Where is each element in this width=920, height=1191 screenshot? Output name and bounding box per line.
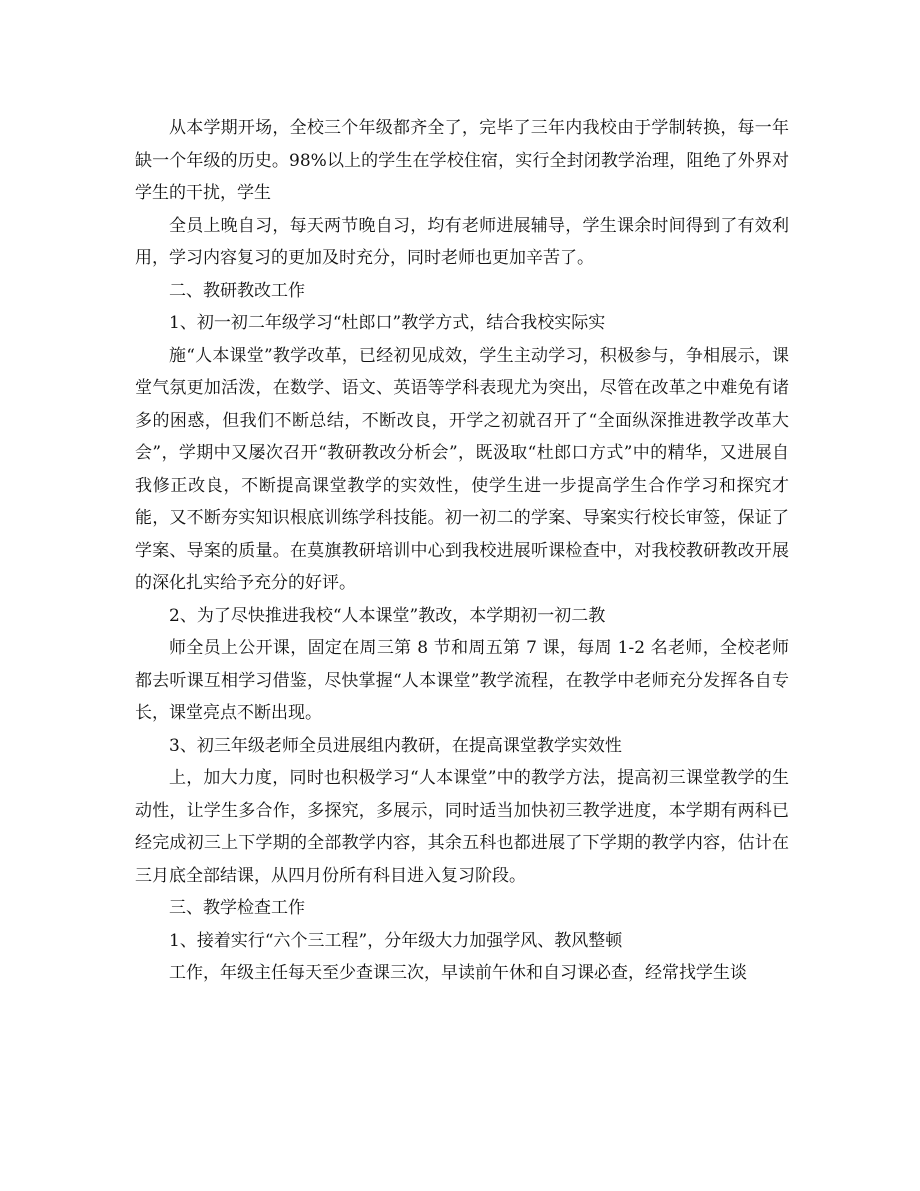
paragraph-4: 施“人本课堂”教学改革，已经初见成效，学生主动学习，积极参与，争相展示，课堂气氛更加活泼，在数学、语文、英语等学科表现尤为突出，尽管在改革之中难免有诸多的困惑，但我们不断总结，不断改良，开学之初就召开了“全面纵深推进教学改革大会”，学期中又屡次召开“教研教改分析会”，既汲取“杜郎口方式”中的精华，又进展自我修正改良，不断提高课堂教学的实效性，使学生进一步提高学生合作学习和探究才能，又不断夯实知识根底训练学科技能。初一初二的学案、导案实行校长审签，保证了学案、导案的质量。在莫旗教研培训中心到我校进展听课检查中，对我校教研教改开展的深化扎实给予充分的好评。 <box>135 345 789 593</box>
paragraph-6: 师全员上公开课，固定在周三第 8 节和周五第 7 课，每周 1-2 名老师，全校老师都去听课互相学习借鉴，尽快掌握“人本课堂”教学流程，在教学中老师充分发挥各自专长，课堂亮点不断出现。 <box>135 638 789 723</box>
section-heading-3: 三、教学检查工作 <box>169 898 305 918</box>
paragraph-3: 1、初一初二年级学习“杜郎口”教学方式，结合我校实际实 <box>169 313 606 333</box>
paragraph-2: 全员上晚自习，每天两节晚自习，均有老师进展辅导，学生课余时间得到了有效利用，学习内容复习的更加及时充分，同时老师也更加辛苦了。 <box>135 215 789 268</box>
document-body <box>135 112 789 990</box>
paragraph-7: 3、初三年级老师全员进展组内教研，在提高课堂教学实效性 <box>169 735 622 756</box>
paragraph-10: 工作，年级主任每天至少查课三次，早读前午休和自习课必查，经常找学生谈 <box>169 963 747 983</box>
paragraph-8: 上，加大力度，同时也积极学习“人本课堂”中的教学方法，提高初三课堂教学的生动性，让学生多合作，多探究，多展示，同时适当加快初三教学进度，本学期有两科已经完成初三上下学期的全部教学内容，其余五科也都进展了下学期的教学内容，估计在三月底全部结课，从四月份所有科目进入复习阶段。 <box>135 768 789 886</box>
paragraph-5: 2、为了尽快推进我校“人本课堂”教改，本学期初一初二教 <box>169 605 606 626</box>
paragraph-1: 从本学期开场，全校三个年级都齐全了，完毕了三年内我校由于学制转换，每一年缺一个年级的历史。98%以上的学生在学校住宿，实行全封闭教学治理，阻绝了外界对学生的干扰，学生 <box>135 118 789 203</box>
section-heading-2: 二、教研教改工作 <box>169 280 305 301</box>
paragraph-9: 1、接着实行“六个三工程”，分年级大力加强学风、教风整顿 <box>169 930 623 951</box>
